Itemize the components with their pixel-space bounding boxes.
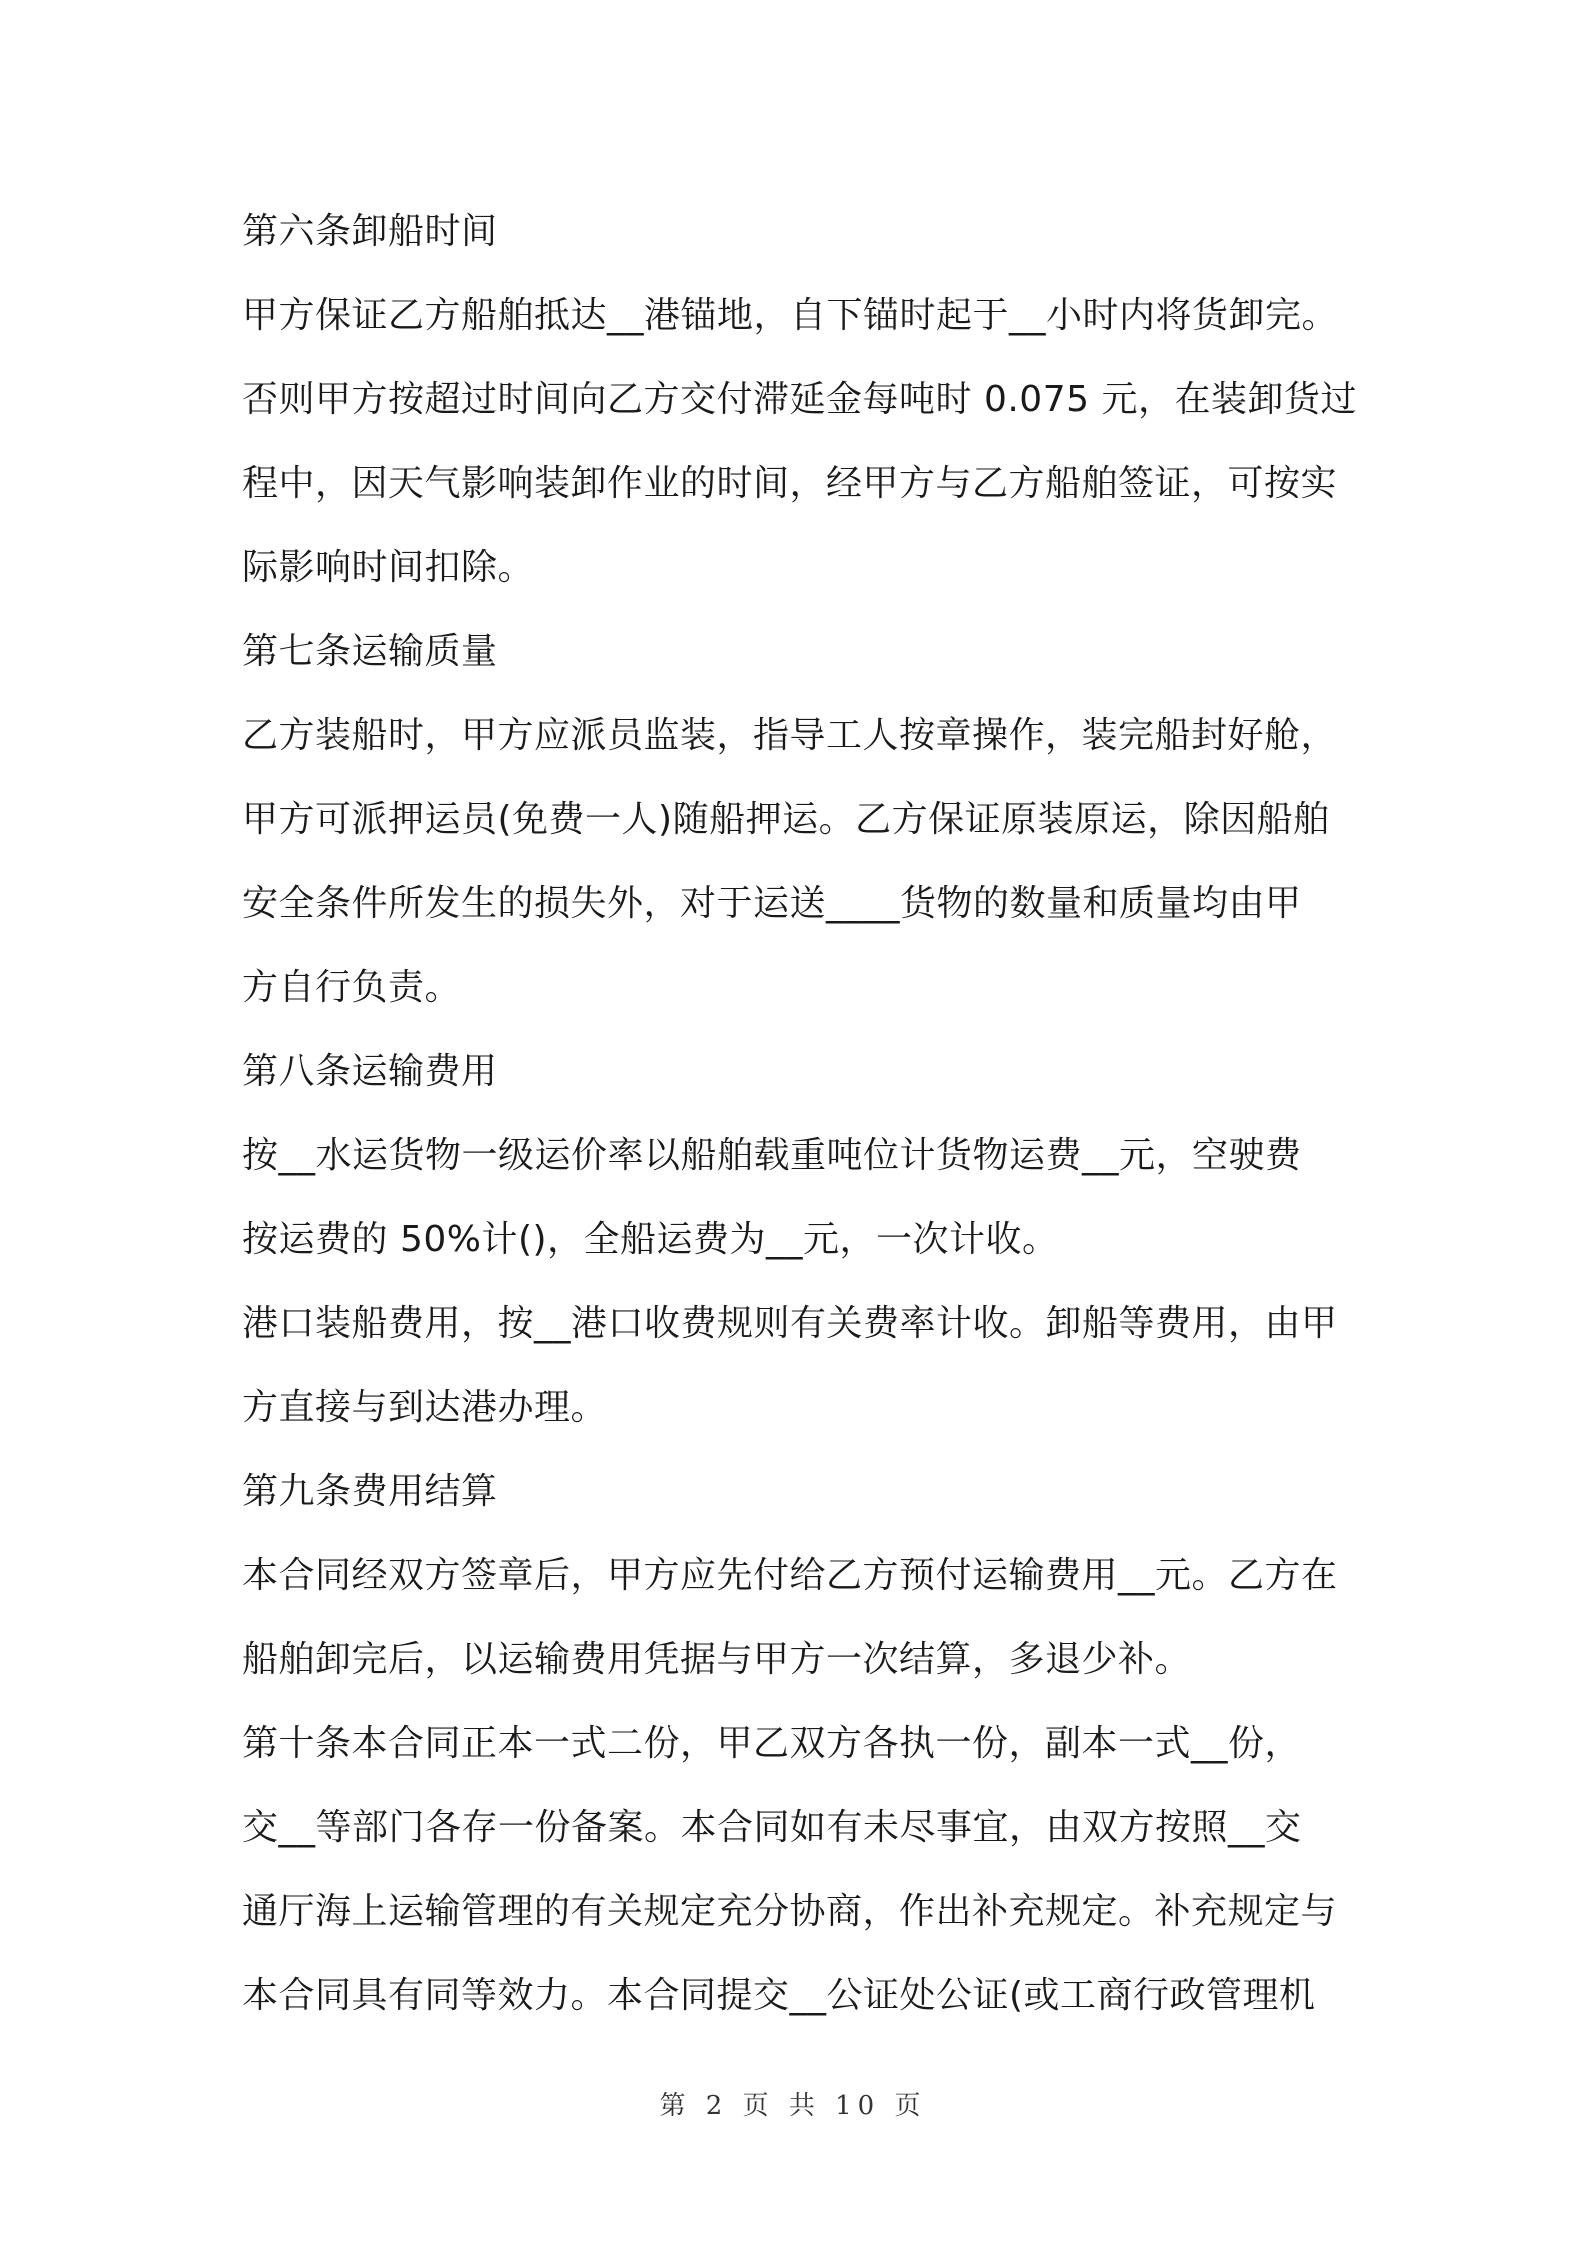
paragraph-line: 按__水运货物一级运价率以船舶载重吨位计货物运费__元，空驶费	[242, 1135, 1302, 1176]
paragraph-line: 甲方保证乙方船舶抵达__港锚地，自下锚时起于__小时内将货卸完。	[242, 295, 1339, 336]
paragraph-line: 甲方可派押运员(免费一人)随船押运。乙方保证原装原运，除因船舶	[242, 799, 1330, 840]
paragraph-line: 第十条本合同正本一式二份，甲乙双方各执一份，副本一式__份，	[242, 1723, 1302, 1764]
paragraph-line: 本合同具有同等效力。本合同提交__公证处公证(或工商行政管理机	[242, 1975, 1316, 2016]
heading-article-9: 第九条费用结算	[242, 1471, 498, 1512]
paragraph-line: 际影响时间扣除。	[242, 547, 535, 588]
paragraph-line: 否则甲方按超过时间向乙方交付滞延金每吨时 0.075 元，在装卸货过	[242, 379, 1357, 420]
paragraph-line: 交__等部门各存一份备案。本合同如有未尽事宜，由双方按照__交	[242, 1807, 1302, 1848]
paragraph-line: 方自行负责。	[242, 967, 462, 1008]
paragraph-line: 本合同经双方签章后，甲方应先付给乙方预付运输费用__元。乙方在	[242, 1555, 1338, 1596]
paragraph-line: 方直接与到达港办理。	[242, 1387, 608, 1428]
paragraph-line: 通厅海上运输管理的有关规定充分协商，作出补充规定。补充规定与	[242, 1891, 1338, 1932]
paragraph-line: 程中，因天气影响装卸作业的时间，经甲方与乙方船舶签证，可按实	[242, 463, 1338, 504]
paragraph-line: 按运费的 50%计()，全船运费为__元，一次计收。	[242, 1219, 1059, 1260]
heading-article-6: 第六条卸船时间	[242, 211, 498, 252]
paragraph-line: 船舶卸完后，以运输费用凭据与甲方一次结算，多退少补。	[242, 1639, 1192, 1680]
page-number-footer: 第 2 页 共 10 页	[659, 2091, 927, 2121]
contract-body	[242, 190, 1362, 2038]
heading-article-8: 第八条运输费用	[242, 1051, 498, 1092]
paragraph-line: 港口装船费用，按__港口收费规则有关费率计收。卸船等费用，由甲	[242, 1303, 1338, 1344]
paragraph-line: 安全条件所发生的损失外，对于运送____货物的数量和质量均由甲	[242, 883, 1302, 924]
paragraph-line: 乙方装船时，甲方应派员监装，指导工人按章操作，装完船封好舱，	[242, 715, 1338, 756]
heading-article-7: 第七条运输质量	[242, 631, 498, 672]
